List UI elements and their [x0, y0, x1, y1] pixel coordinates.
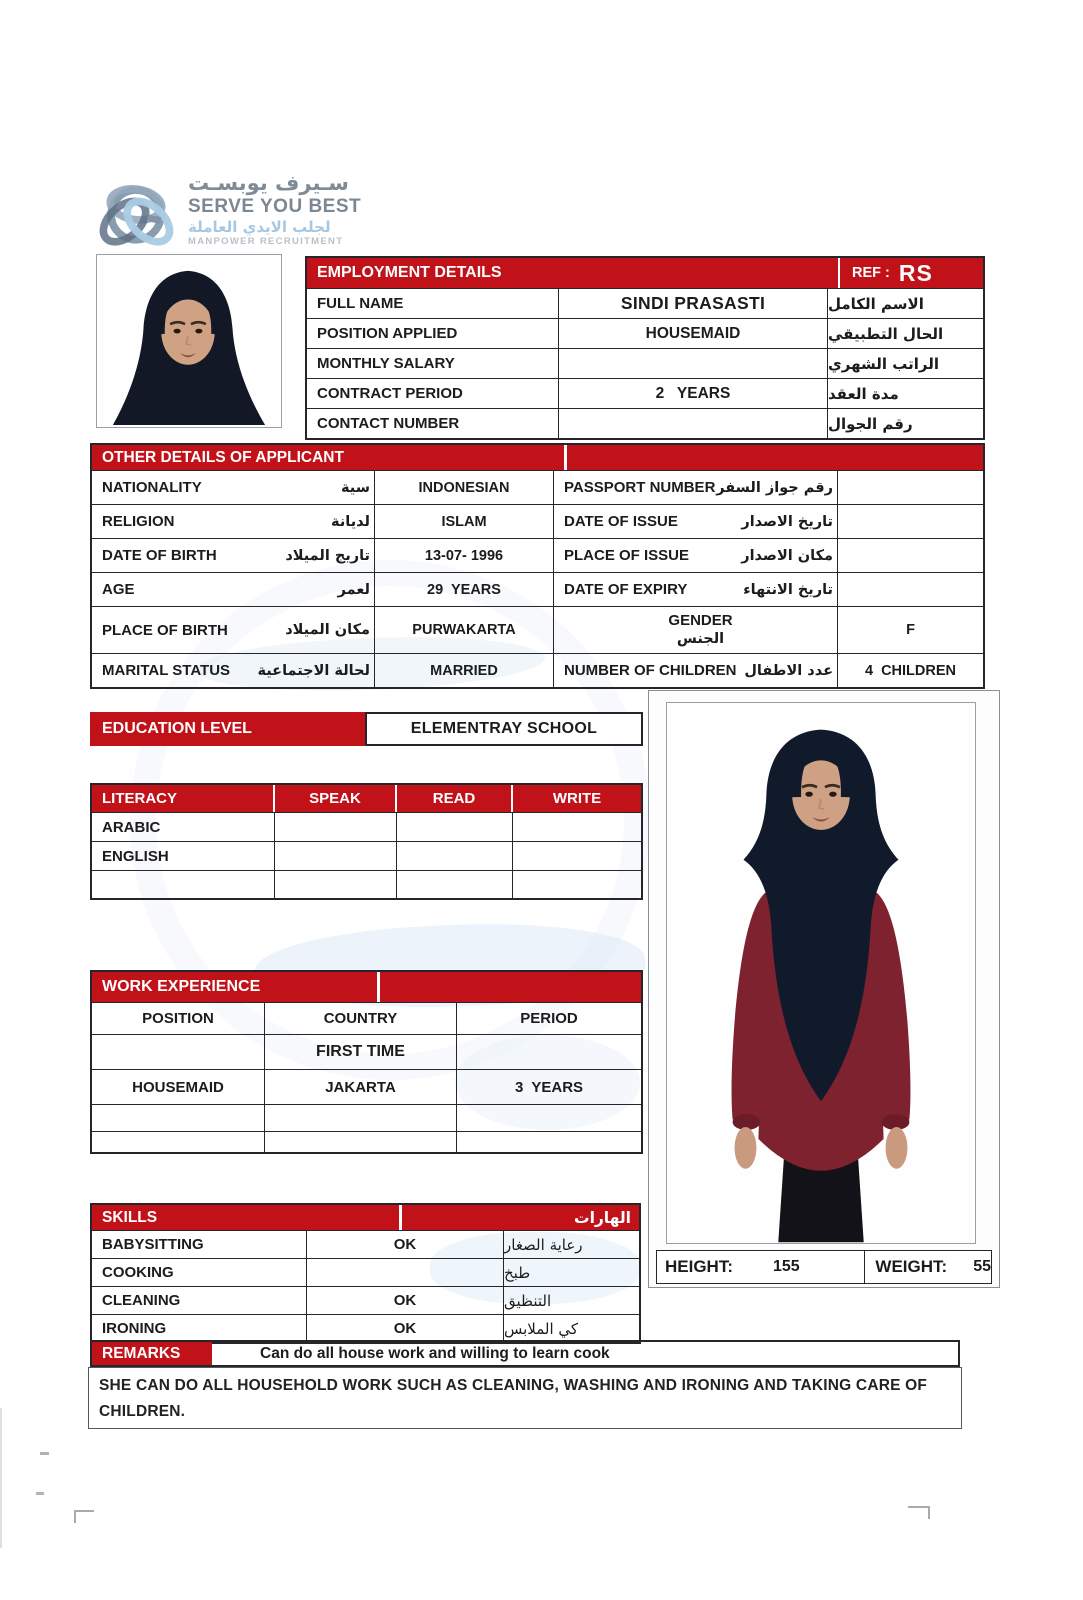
work-experience-table [90, 970, 643, 1154]
work-row-first-time [92, 1034, 641, 1069]
height-cell [657, 1251, 865, 1283]
height-value: 155 [773, 1258, 800, 1275]
column-header-write: WRITE [513, 785, 641, 812]
height-label: HEIGHT: [665, 1257, 733, 1276]
employment-details-title: EMPLOYMENT DETAILS [307, 258, 840, 288]
employment-row-contract [307, 378, 983, 408]
scan-artifact [40, 1452, 49, 1455]
write-cell [513, 871, 641, 898]
education-level-label: EDUCATION LEVEL [90, 712, 365, 746]
language-label [92, 871, 275, 898]
employment-row-contact [307, 408, 983, 438]
logo-knot-icon [88, 170, 184, 256]
ref-value: RS [898, 259, 933, 286]
skill-label: IRONING [92, 1315, 307, 1342]
period-cell [457, 1132, 641, 1152]
skill-row-babysitting [92, 1230, 639, 1258]
literacy-row-arabic [92, 812, 641, 841]
field-label: DATE OF EXPIRY [564, 581, 688, 598]
field-label: PLACE OF ISSUE [564, 547, 690, 564]
ref-label: REF : [852, 265, 890, 281]
period-cell: 3 YEARS [514, 1078, 584, 1096]
field-label-arabic: عدد الاطفال [744, 662, 833, 679]
field-value [838, 573, 983, 606]
scan-artifact [0, 1408, 2, 1548]
field-value: SINDI PRASASTI [559, 289, 828, 318]
skills-table [90, 1203, 641, 1344]
skill-label: BABYSITTING [92, 1231, 307, 1258]
speak-cell [275, 842, 397, 870]
skill-value: OK [307, 1287, 504, 1314]
column-header-speak: SPEAK [275, 785, 397, 812]
employment-details-table [305, 256, 985, 440]
field-value: F [906, 622, 915, 638]
field-label: PLACE OF BIRTH [102, 621, 228, 639]
other-details-table [90, 443, 985, 689]
other-details-title: OTHER DETAILS OF APPLICANT [92, 445, 567, 470]
field-label-arabic: مكان الميلاد [285, 622, 370, 638]
field-label-arabic: الاسم الكامل [828, 294, 924, 313]
brand-arabic-name: سـيرف يوبسـت [188, 171, 349, 195]
work-row-housemaid [92, 1069, 641, 1104]
ref-cell [840, 258, 983, 288]
field-label: NUMBER OF CHILDREN [564, 662, 737, 679]
column-header-period: PERIOD [520, 1010, 578, 1027]
field-value [838, 505, 983, 538]
field-label-arabic: الجنس [676, 631, 725, 648]
weight-cell [865, 1251, 991, 1283]
skill-label-arabic: طبخ [504, 1263, 531, 1282]
brand-tagline: MANPOWER RECRUITMENT [188, 235, 344, 247]
scan-artifact [36, 1492, 44, 1495]
column-header-read: READ [397, 785, 513, 812]
field-label: AGE [102, 581, 135, 598]
position-cell: HOUSEMAID [92, 1070, 265, 1104]
detail-row-date-of-birth [92, 538, 983, 572]
field-value: 29 YEARS [375, 573, 554, 606]
field-label: FULL NAME [307, 289, 559, 318]
write-cell [513, 813, 641, 841]
field-label-arabic: رقم الجوال [828, 414, 913, 433]
skill-label-arabic: كي الملابس [504, 1319, 579, 1338]
language-label: ARABIC [92, 813, 275, 841]
field-label: DATE OF ISSUE [564, 513, 678, 530]
skill-label: CLEANING [92, 1287, 307, 1314]
period-cell [457, 1105, 641, 1131]
field-label-arabic: لحالة الاجتماعية [257, 662, 370, 679]
field-label-arabic: تاريخ الاصدار [741, 513, 833, 530]
field-label-arabic: تاريج الميلاد [285, 547, 370, 564]
education-level-value: ELEMENTRAY SCHOOL [365, 712, 643, 746]
logo-text-block [188, 172, 408, 247]
skill-row-cooking [92, 1258, 639, 1286]
applicant-photo-portrait [96, 254, 282, 428]
country-cell: JAKARTA [265, 1070, 457, 1104]
weight-label: WEIGHT: [875, 1257, 948, 1276]
scan-artifact [74, 1510, 94, 1523]
measurements-box [656, 1250, 992, 1284]
field-value [838, 539, 983, 572]
skills-title-arabic: الهارات [574, 1208, 631, 1227]
field-label-arabic: الحال التطبيقي [828, 324, 944, 343]
field-label: PASSPORT NUMBER [564, 479, 716, 496]
position-cell [92, 1105, 265, 1131]
field-label: CONTACT NUMBER [307, 409, 559, 438]
field-label: MONTHLY SALARY [307, 349, 559, 378]
remarks-detail-box [88, 1367, 962, 1429]
remarks-body: SHE CAN DO ALL HOUSEHOLD WORK SUCH AS CLEANING, WASHING AND IRONING AND TAKING CARE OF CHILDREN. [99, 1377, 928, 1420]
field-label: RELIGION [102, 513, 175, 530]
position-cell [92, 1132, 265, 1152]
read-cell [397, 842, 513, 870]
position-cell [92, 1035, 265, 1069]
field-label: CONTRACT PERIOD [307, 379, 559, 408]
field-label: NATIONALITY [102, 479, 202, 496]
work-experience-column-headers [92, 1002, 641, 1034]
skill-row-ironing [92, 1314, 639, 1342]
speak-cell [275, 871, 397, 898]
literacy-header-row [92, 785, 641, 812]
literacy-row-english [92, 841, 641, 870]
detail-row-religion [92, 504, 983, 538]
field-label: GENDER [668, 611, 733, 629]
field-value [838, 471, 983, 504]
field-value: PURWAKARTA [375, 607, 554, 653]
field-label-arabic: مدة العقد [828, 384, 899, 403]
field-label: DATE OF BIRTH [102, 547, 217, 564]
employment-row-position [307, 318, 983, 348]
country-cell [265, 1132, 457, 1152]
employment-row-salary [307, 348, 983, 378]
literacy-table [90, 783, 643, 900]
speak-cell [275, 813, 397, 841]
field-label: POSITION APPLIED [307, 319, 559, 348]
remarks-label: REMARKS [92, 1342, 212, 1365]
write-cell [513, 842, 641, 870]
scan-artifact [908, 1506, 930, 1519]
field-value [559, 409, 828, 438]
field-value: MARRIED [375, 654, 554, 687]
detail-row-nationality [92, 470, 983, 504]
detail-row-age [92, 572, 983, 606]
skill-row-cleaning [92, 1286, 639, 1314]
work-row-empty [92, 1104, 641, 1131]
field-label-arabic: تاريخ الانتهاء [743, 581, 833, 598]
weight-value: 55 [973, 1258, 991, 1275]
skill-label-arabic: رعاية الصغار [504, 1235, 583, 1254]
skills-title: SKILLS [102, 1208, 158, 1226]
employment-row-full-name [307, 288, 983, 318]
field-value: INDONESIAN [375, 471, 554, 504]
column-header-position: POSITION [92, 1003, 265, 1034]
field-label-arabic: سية [341, 479, 370, 496]
skill-label: COOKING [92, 1259, 307, 1286]
field-label-arabic: الراتب الشهري [828, 354, 939, 373]
remarks-bar [90, 1340, 960, 1367]
field-value: 13-07- 1996 [375, 539, 554, 572]
employment-details-header [307, 258, 983, 288]
field-label-arabic: رقم جواز السفر [716, 479, 833, 496]
remarks-headline: Can do all house work and willing to learn cook [260, 1344, 610, 1362]
field-value [559, 349, 828, 378]
field-value: HOUSEMAID [559, 319, 828, 348]
literacy-title: LITERACY [92, 785, 275, 812]
language-label: ENGLISH [92, 842, 275, 870]
brand-arabic-tagline: لجلب الايدي العاملة [188, 217, 331, 236]
skill-label-arabic: التنظيق [504, 1291, 552, 1310]
applicant-photo-full-body [666, 702, 976, 1244]
field-label-arabic: مكان الاصدار [741, 547, 833, 564]
field-label: MARITAL STATUS [102, 662, 231, 679]
other-details-header-right [567, 445, 983, 470]
read-cell [397, 871, 513, 898]
work-row-empty [92, 1131, 641, 1152]
literacy-row-empty [92, 870, 641, 898]
brand-name: SERVE YOU BEST [188, 195, 362, 217]
other-details-header [92, 445, 983, 470]
country-cell [265, 1105, 457, 1131]
skill-value: OK [307, 1231, 504, 1258]
field-value: 4 CHILDREN [864, 662, 957, 679]
detail-row-place-of-birth [92, 606, 983, 653]
skill-value [307, 1259, 504, 1286]
field-value: ISLAM [375, 505, 554, 538]
field-label-arabic: لديانة [331, 513, 370, 530]
read-cell [397, 813, 513, 841]
skill-value: OK [307, 1315, 504, 1342]
work-experience-title: WORK EXPERIENCE [92, 972, 641, 1002]
field-label-arabic: لعمر [337, 581, 370, 598]
field-value: 2 YEARS [559, 379, 828, 408]
column-header-country: COUNTRY [265, 1003, 457, 1034]
country-cell: FIRST TIME [265, 1035, 457, 1069]
period-cell [457, 1035, 641, 1069]
skills-header [92, 1205, 639, 1230]
detail-row-marital-status [92, 653, 983, 687]
